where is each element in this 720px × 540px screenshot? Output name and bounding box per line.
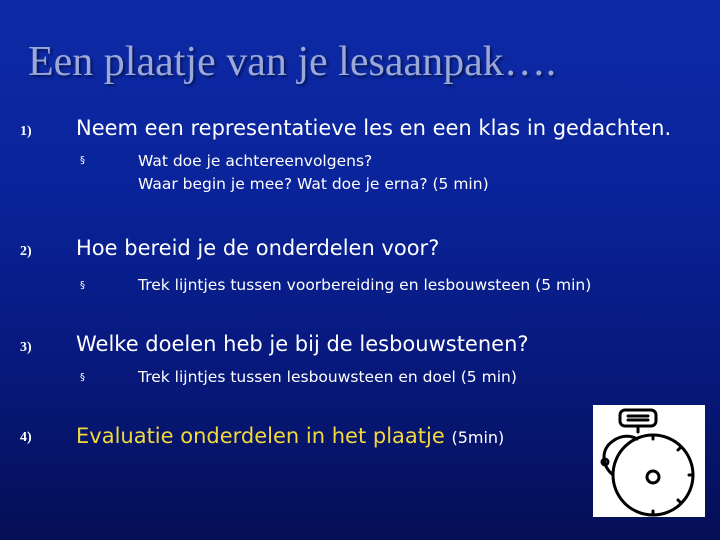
item-heading-1: Neem een representatieve les en een klas in gedachten. xyxy=(76,116,672,140)
item-number-2: 2) xyxy=(20,244,32,259)
alarm-bell-icon-graphic xyxy=(593,405,705,517)
item-number-4: 4) xyxy=(20,430,32,445)
item-number-3: 3) xyxy=(20,340,32,355)
alarm-bell-icon xyxy=(593,405,705,517)
item-sub-1-line-1: Wat doe je achtereenvolgens? xyxy=(138,152,373,170)
item-sub-1-line-2: Waar begin je mee? Wat doe je erna? (5 min) xyxy=(138,175,489,193)
item-sub-2: Trek lijntjes tussen voorbereiding en lesbouwsteen (5 min) xyxy=(138,276,592,294)
item-heading-2: Hoe bereid je de onderdelen voor? xyxy=(76,236,440,260)
bullet-icon: § xyxy=(80,372,85,383)
item-sub-1 xyxy=(138,150,489,196)
item-number-1: 1) xyxy=(20,124,32,139)
item-heading-4-text: Evaluatie onderdelen in het plaatje xyxy=(76,424,445,448)
bullet-icon: § xyxy=(80,155,85,166)
item-heading-4 xyxy=(76,424,504,448)
item-heading-4-suffix: (5min) xyxy=(451,428,505,447)
item-sub-3: Trek lijntjes tussen lesbouwsteen en doel (5 min) xyxy=(138,368,517,386)
bullet-icon: § xyxy=(80,280,85,291)
item-heading-3: Welke doelen heb je bij de lesbouwstenen? xyxy=(76,332,529,356)
slide-title: Een plaatje van je lesaanpak…. xyxy=(28,39,557,85)
